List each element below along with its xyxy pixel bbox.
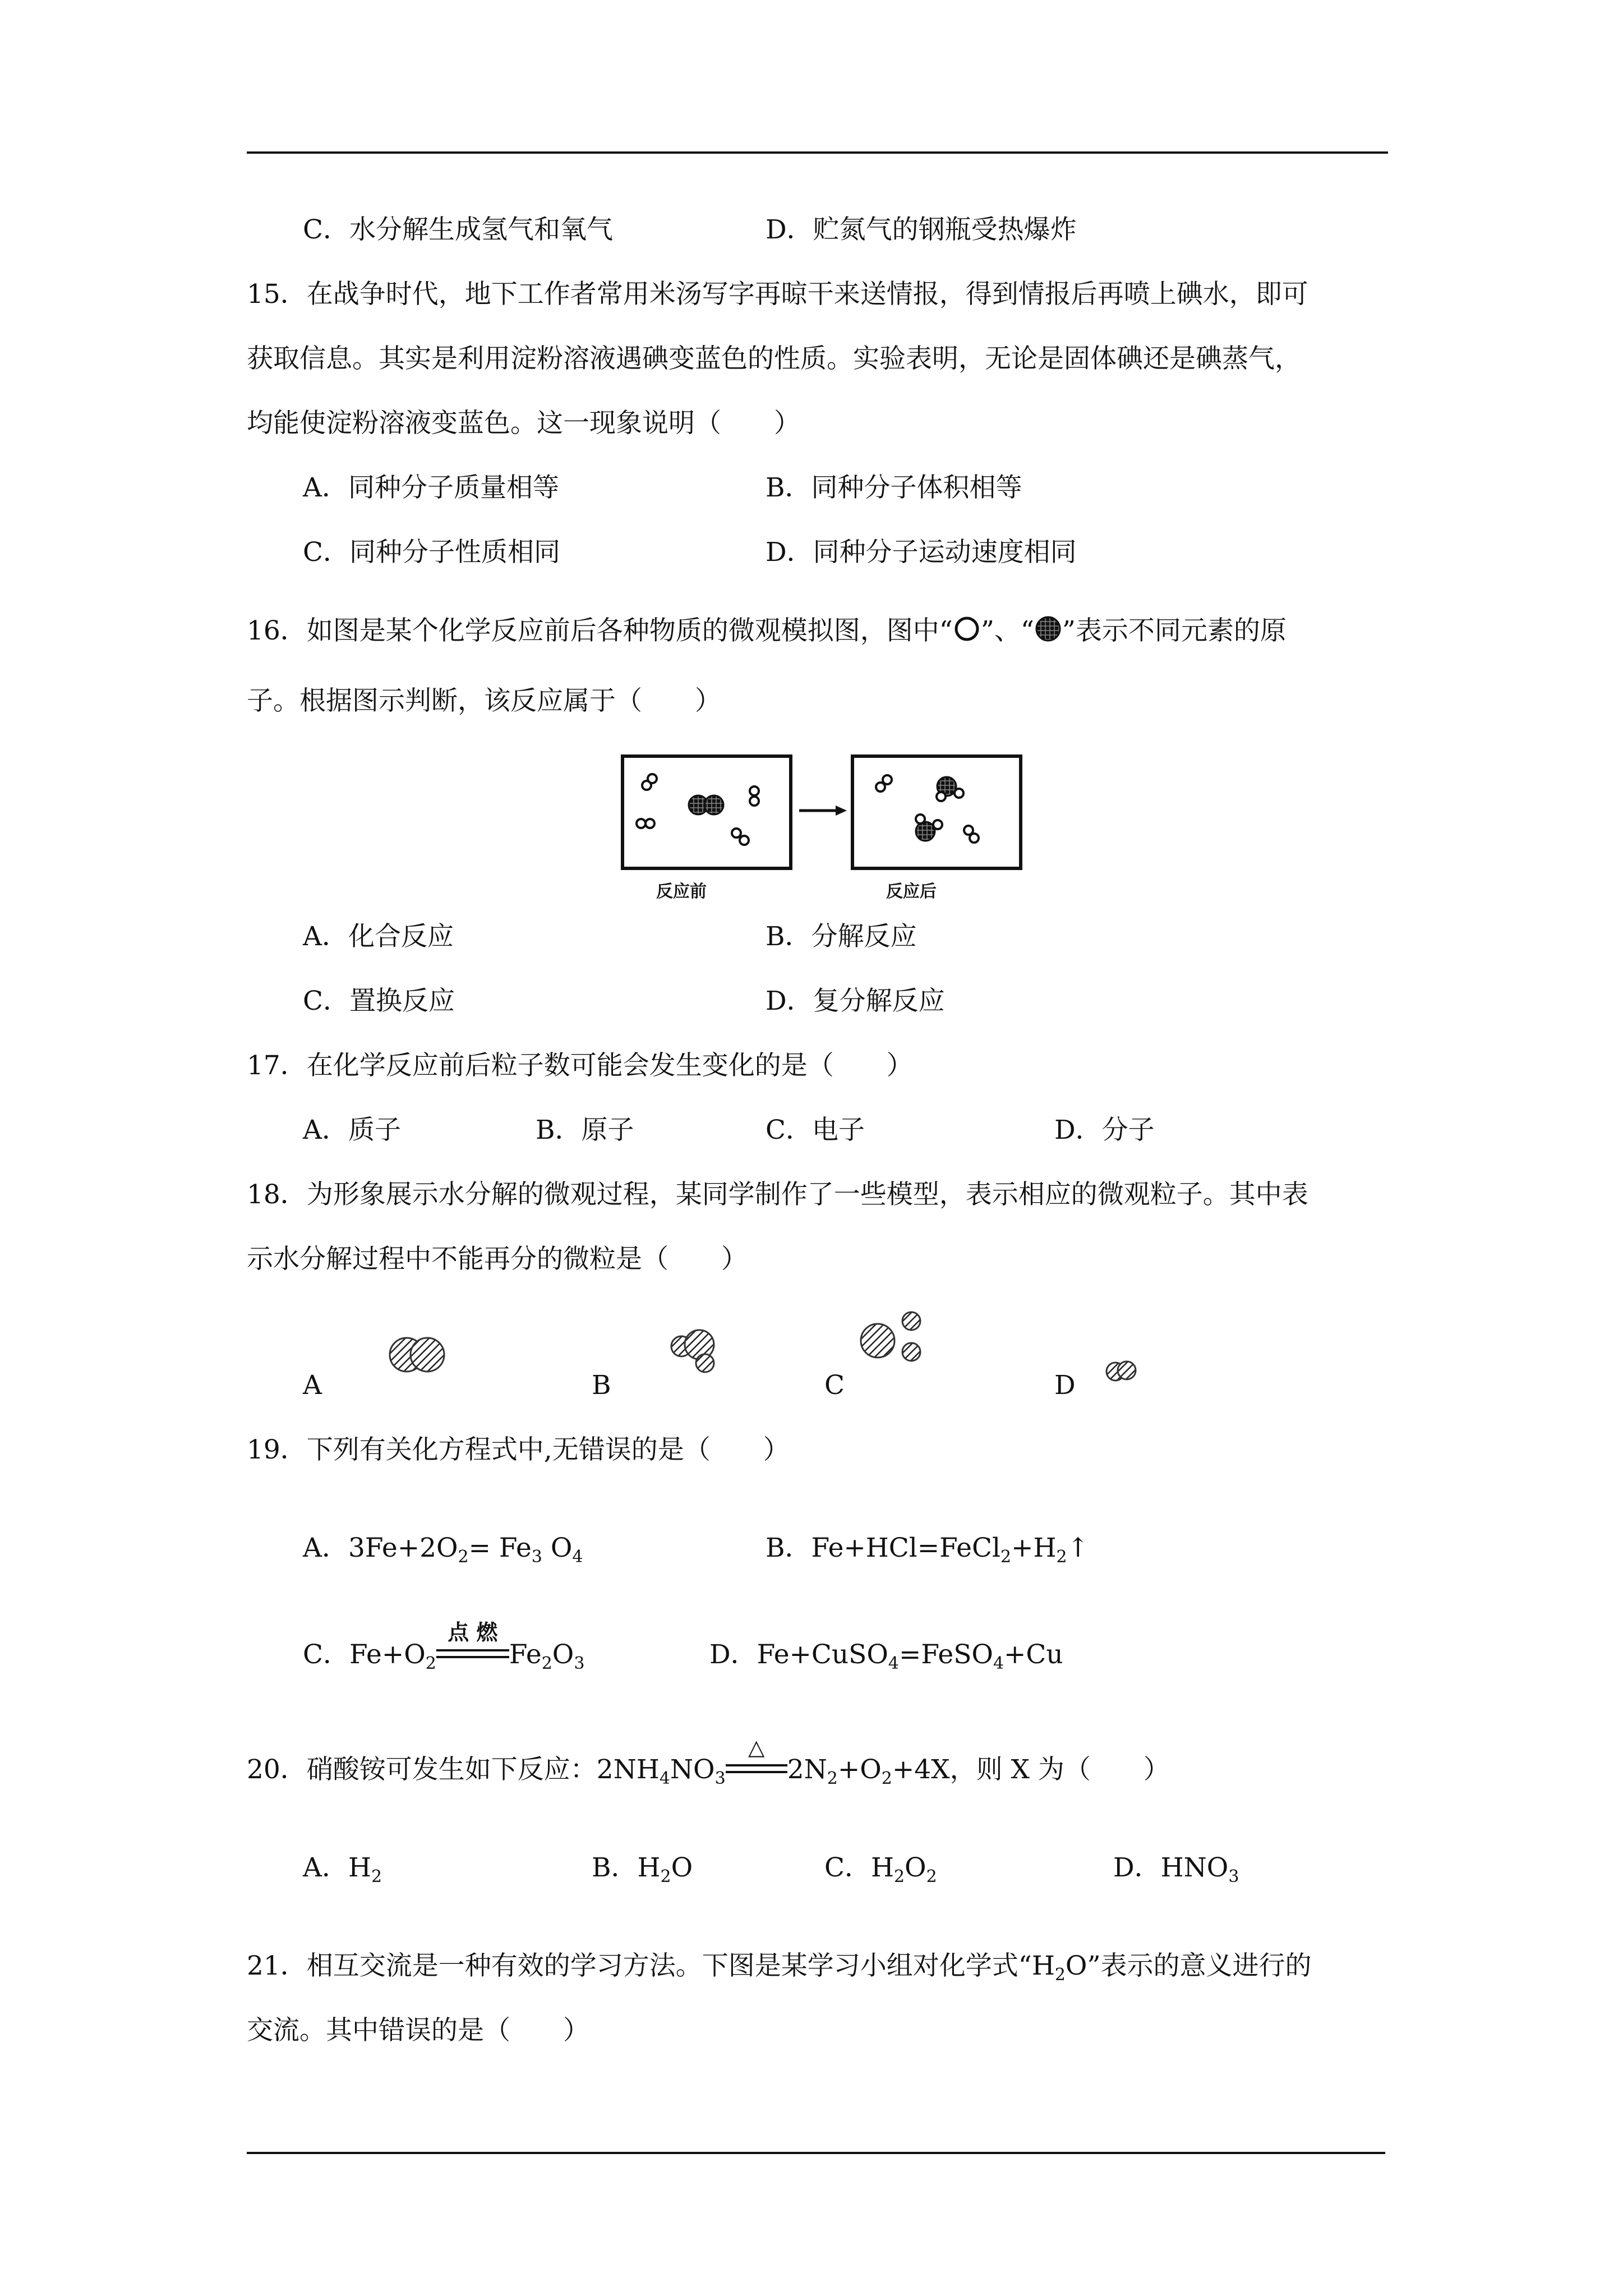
q16-option-c: C．置换反应: [303, 986, 455, 1016]
q18-stem-line2: 示水分解过程中不能再分的微粒是（ ）: [247, 1244, 748, 1274]
q14-option-d: D．贮氮气的钢瓶受热爆炸: [766, 214, 1077, 245]
q15-stem-line3: 均能使淀粉溶液变蓝色。这一现象说明（ ）: [247, 408, 800, 439]
q21-stem-line2: 交流。其中错误的是（ ）: [247, 2015, 589, 2046]
q16-option-b: B．分解反应: [766, 921, 917, 952]
q18-label-d: D: [1054, 1370, 1076, 1401]
reaction-arrow: [799, 806, 847, 816]
reaction-condition: △: [748, 1735, 765, 1760]
q15-option-c: C．同种分子性质相同: [303, 537, 560, 568]
double-equals-sign: [436, 1620, 509, 1672]
header-rule: [247, 151, 1388, 154]
black-atom-icon: [1034, 615, 1062, 643]
q20-option-b: B．$H_2O$: [592, 1852, 693, 1887]
q18-stem-line1: 18．为形象展示水分解的微观过程，某同学制作了一些模型，表示相应的微观粒子。其中表: [247, 1179, 1308, 1210]
double-equals-sign: [726, 1735, 787, 1787]
q16-option-a: A．化合反应: [303, 921, 454, 952]
q15-option-a: A．同种分子质量相等: [303, 472, 559, 503]
after-box: [852, 756, 1021, 868]
q18-model-a: [381, 1329, 454, 1380]
q20-option-d: D．$HNO_3$: [1113, 1852, 1239, 1887]
q16-stem-part2: ”、“: [980, 615, 1034, 646]
q16-stem-part1: 16．如图是某个化学反应前后各种物质的微观模拟图，图中“: [247, 615, 953, 646]
q15-option-d: D．同种分子运动速度相同: [766, 537, 1077, 568]
q15-option-b: B．同种分子体积相等: [766, 472, 1022, 503]
q20-stem: 20．硝酸铵可发生如下反应：$2NH_4NO_3$ △ $2N_2+O_2+4X$，则 X 为（ ）: [247, 1753, 1170, 1787]
q14-option-c: C．水分解生成氢气和氧气: [303, 214, 613, 245]
reaction-condition: 点 燃: [448, 1620, 498, 1645]
q17-option-d: D．分子: [1054, 1115, 1155, 1145]
q19-option-a: A．$3Fe+2O_2= Fe_3$ $O_4$: [303, 1533, 583, 1567]
before-label: 反应前: [656, 882, 707, 901]
white-atom-icon: [953, 615, 981, 643]
q15-stem-line2: 获取信息。其实是利用淀粉溶液遇碘变蓝色的性质。实验表明，无论是固体碘还是碘蒸气，: [247, 343, 1301, 374]
q16-option-d: D．复分解反应: [766, 986, 945, 1016]
q19-stem: 19．下列有关化方程式中,无错误的是（ ）: [247, 1434, 790, 1465]
q18-model-c: [852, 1307, 931, 1374]
q18-label-b: B: [592, 1370, 611, 1401]
q19-option-b: B．$Fe+HCl=FeCl_2+H_2↑$: [766, 1533, 1089, 1567]
q17-option-b: B．原子: [536, 1115, 634, 1145]
q19-option-d: D．Fe+CuSO$_4$=FeSO$_4$+Cu: [709, 1639, 1063, 1673]
q19-option-c: C．$Fe+O_2$ 点 燃 $Fe_2O_3$: [303, 1638, 584, 1672]
footer-rule: [247, 2152, 1385, 2154]
q20-option-a: A．$H_2$: [303, 1852, 382, 1887]
q18-label-c: C: [824, 1370, 845, 1401]
q18-label-a: A: [303, 1370, 322, 1401]
q16-stem-line2: 子。根据图示判断，该反应属于（ ）: [247, 685, 721, 716]
q18-model-d: [1102, 1355, 1141, 1388]
q17-option-a: A．质子: [303, 1115, 401, 1145]
q16-stem-part3: ”表示不同元素的原: [1062, 615, 1287, 646]
q15-stem-line1: 15．在战争时代，地下工作者常用米汤写字再晾干来送情报，得到情报后再喷上碘水，即可: [247, 279, 1308, 310]
q21-stem-line1: 21．相互交流是一种有效的学习方法。下图是某学习小组对化学式“$H_2O$”表示的意义进行的: [247, 1950, 1312, 1985]
after-label: 反应后: [886, 882, 937, 901]
before-molecule: [637, 819, 654, 828]
q16-stem-line1: [247, 614, 1287, 648]
q20-option-c: C．$H_2O_2$: [824, 1852, 937, 1887]
before-molecule: [689, 795, 723, 815]
q18-model-b: [665, 1321, 726, 1383]
q17-stem: 17．在化学反应前后粒子数可能会发生变化的是（ ）: [247, 1050, 913, 1081]
q17-option-c: C．电子: [766, 1115, 865, 1145]
